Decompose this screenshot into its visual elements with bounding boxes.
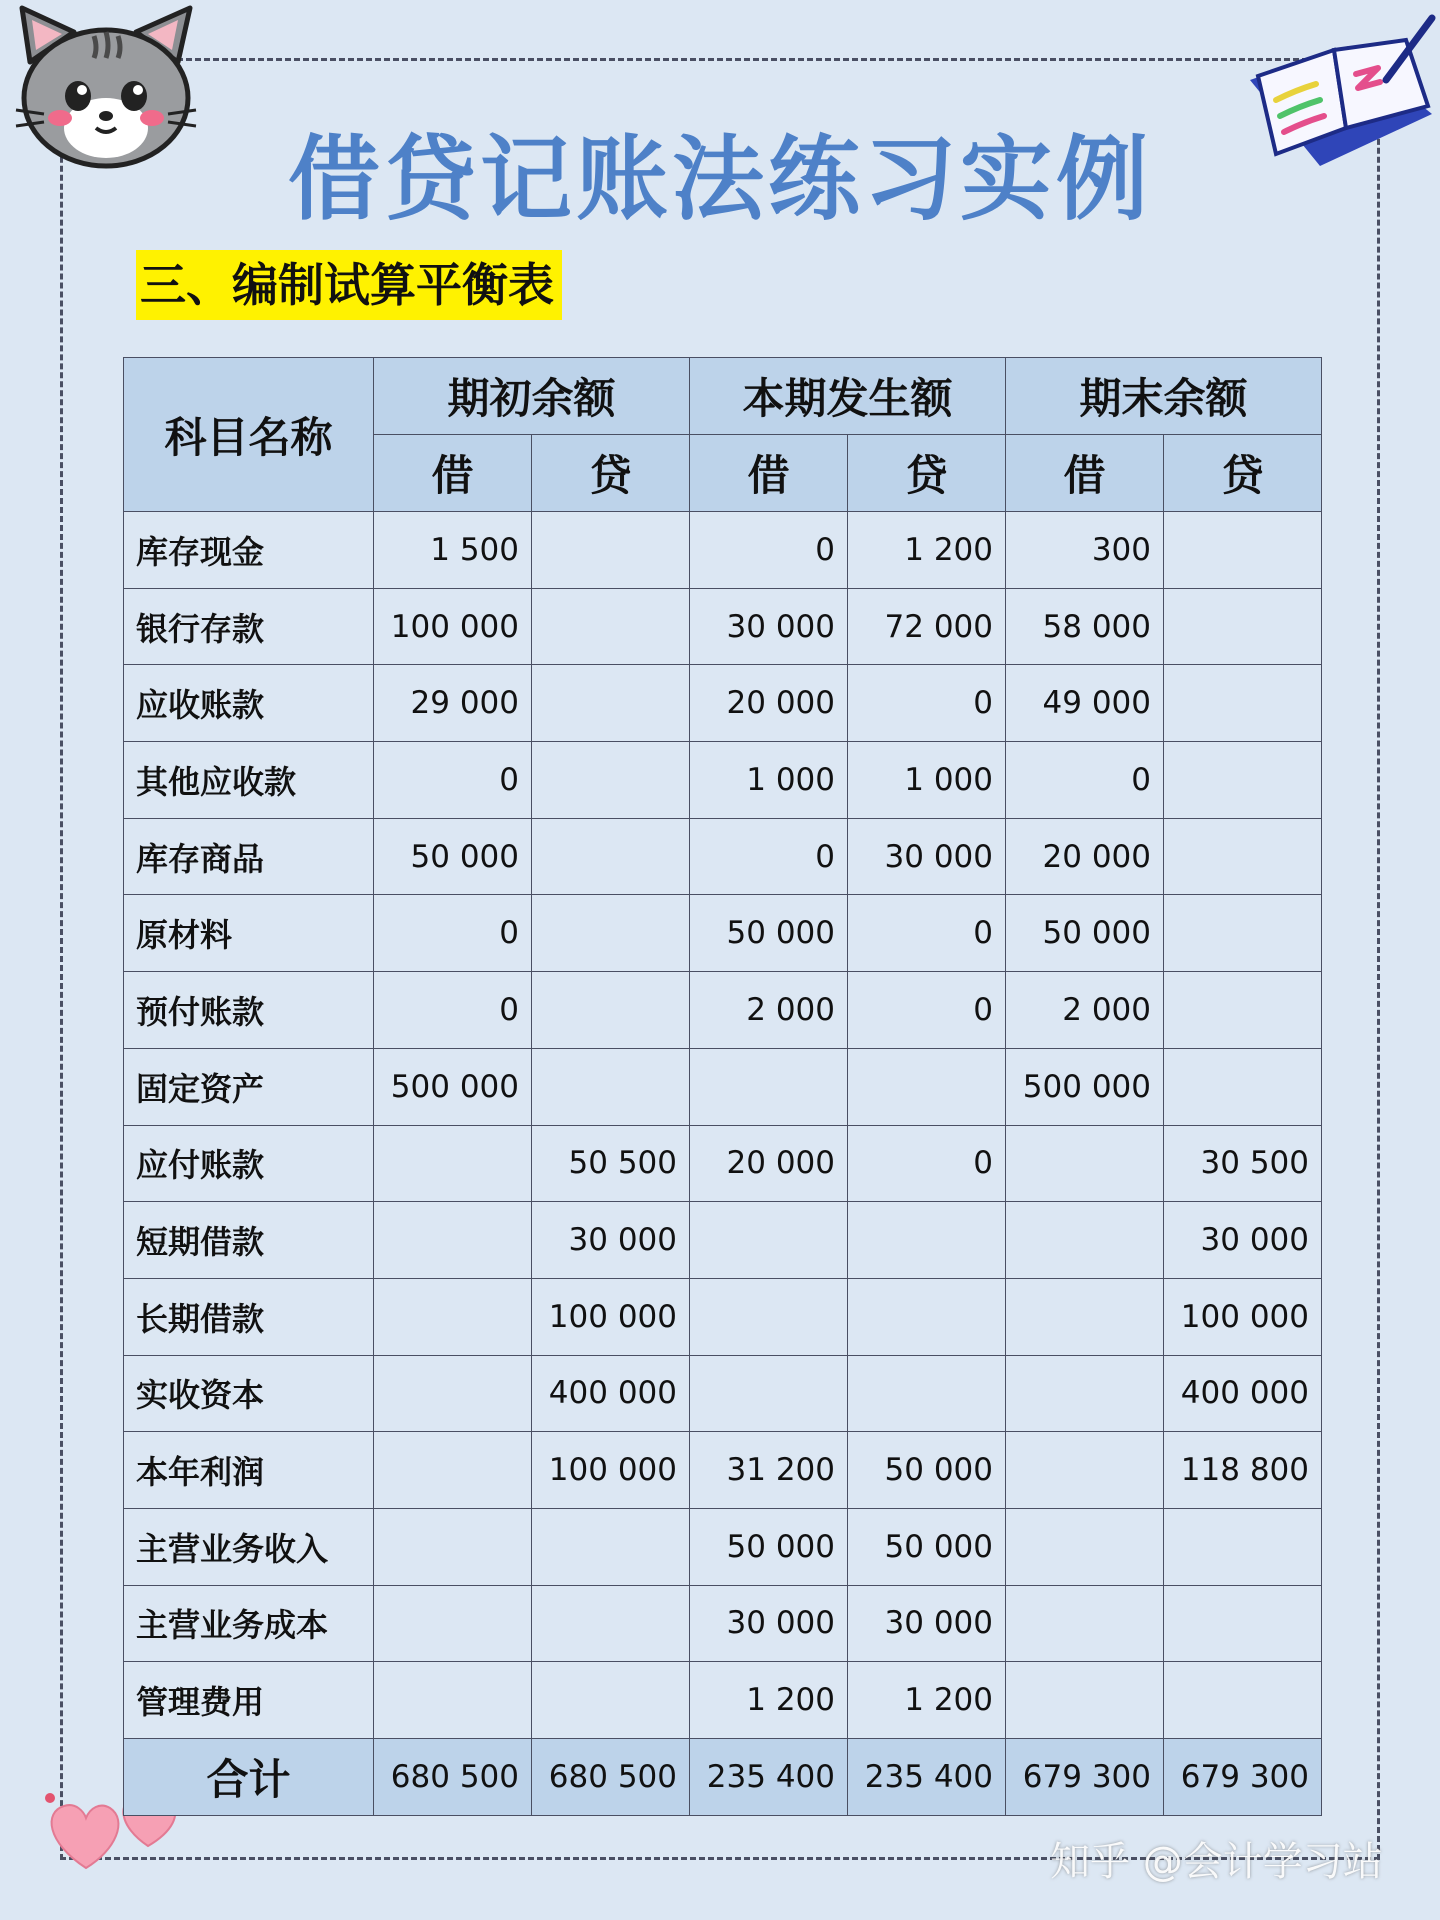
account-name-cell: 短期借款 <box>124 1202 374 1279</box>
total-cell: 680 500 <box>532 1739 690 1816</box>
amount-cell <box>532 1585 690 1662</box>
total-cell: 235 400 <box>848 1739 1006 1816</box>
amount-cell: 0 <box>848 972 1006 1049</box>
table-row <box>124 1202 1322 1279</box>
opening-balance-header: 期初余额 <box>374 358 690 435</box>
amount-cell <box>1006 1125 1164 1202</box>
account-name-header: 科目名称 <box>124 358 374 512</box>
account-name-cell: 库存商品 <box>124 818 374 895</box>
amount-cell: 50 000 <box>848 1508 1006 1585</box>
account-name-cell: 固定资产 <box>124 1048 374 1125</box>
amount-cell <box>1164 742 1322 819</box>
amount-cell <box>1164 588 1322 665</box>
amount-cell: 20 000 <box>1006 818 1164 895</box>
table-row <box>124 1662 1322 1739</box>
closing-balance-header: 期末余额 <box>1006 358 1322 435</box>
amount-cell: 30 000 <box>690 1585 848 1662</box>
table-row <box>124 1355 1322 1432</box>
amount-cell: 30 000 <box>690 588 848 665</box>
account-name-cell: 库存现金 <box>124 512 374 589</box>
amount-cell: 0 <box>690 818 848 895</box>
amount-cell: 300 <box>1006 512 1164 589</box>
amount-cell: 500 000 <box>1006 1048 1164 1125</box>
credit-header: 贷 <box>532 435 690 512</box>
amount-cell <box>1164 1585 1322 1662</box>
amount-cell <box>532 972 690 1049</box>
amount-cell: 2 000 <box>1006 972 1164 1049</box>
amount-cell: 400 000 <box>1164 1355 1322 1432</box>
account-name-cell: 本年利润 <box>124 1432 374 1509</box>
account-name-cell: 主营业务成本 <box>124 1585 374 1662</box>
table-row <box>124 1585 1322 1662</box>
account-name-cell: 应付账款 <box>124 1125 374 1202</box>
amount-cell <box>690 1048 848 1125</box>
amount-cell: 50 500 <box>532 1125 690 1202</box>
amount-cell <box>532 512 690 589</box>
amount-cell <box>1006 1278 1164 1355</box>
amount-cell <box>374 1432 532 1509</box>
debit-header: 借 <box>1006 435 1164 512</box>
amount-cell: 0 <box>690 512 848 589</box>
amount-cell: 49 000 <box>1006 665 1164 742</box>
amount-cell: 50 000 <box>690 895 848 972</box>
amount-cell <box>1006 1508 1164 1585</box>
amount-cell: 2 000 <box>690 972 848 1049</box>
amount-cell: 500 000 <box>374 1048 532 1125</box>
amount-cell: 30 000 <box>848 1585 1006 1662</box>
account-name-cell: 其他应收款 <box>124 742 374 819</box>
amount-cell <box>690 1202 848 1279</box>
amount-cell: 20 000 <box>690 1125 848 1202</box>
amount-cell: 0 <box>1006 742 1164 819</box>
total-cell: 679 300 <box>1006 1739 1164 1816</box>
table-row <box>124 1508 1322 1585</box>
amount-cell <box>848 1048 1006 1125</box>
amount-cell <box>690 1355 848 1432</box>
account-name-cell: 原材料 <box>124 895 374 972</box>
debit-header: 借 <box>690 435 848 512</box>
amount-cell: 30 000 <box>532 1202 690 1279</box>
amount-cell <box>1164 972 1322 1049</box>
amount-cell <box>532 742 690 819</box>
section-heading: 三、编制试算平衡表 <box>136 250 562 320</box>
amount-cell <box>374 1508 532 1585</box>
amount-cell <box>848 1278 1006 1355</box>
amount-cell: 0 <box>848 1125 1006 1202</box>
account-name-cell: 管理费用 <box>124 1662 374 1739</box>
amount-cell: 1 200 <box>848 512 1006 589</box>
amount-cell <box>374 1278 532 1355</box>
amount-cell: 1 200 <box>690 1662 848 1739</box>
table-row <box>124 665 1322 742</box>
amount-cell: 1 500 <box>374 512 532 589</box>
total-row <box>124 1739 1322 1816</box>
amount-cell <box>374 1125 532 1202</box>
amount-cell: 100 000 <box>1164 1278 1322 1355</box>
amount-cell: 50 000 <box>374 818 532 895</box>
account-name-cell: 主营业务收入 <box>124 1508 374 1585</box>
amount-cell <box>532 895 690 972</box>
amount-cell <box>1164 665 1322 742</box>
page-title: 借贷记账法练习实例 <box>287 126 1152 233</box>
account-name-cell: 应收账款 <box>124 665 374 742</box>
amount-cell: 0 <box>848 895 1006 972</box>
amount-cell: 118 800 <box>1164 1432 1322 1509</box>
amount-cell <box>1164 1048 1322 1125</box>
amount-cell: 30 000 <box>848 818 1006 895</box>
table-row <box>124 1432 1322 1509</box>
amount-cell: 30 500 <box>1164 1125 1322 1202</box>
amount-cell: 100 000 <box>532 1278 690 1355</box>
credit-header: 贷 <box>848 435 1006 512</box>
amount-cell <box>1164 895 1322 972</box>
amount-cell: 400 000 <box>532 1355 690 1432</box>
amount-cell <box>532 1508 690 1585</box>
amount-cell <box>848 1202 1006 1279</box>
amount-cell <box>532 665 690 742</box>
table-row <box>124 895 1322 972</box>
amount-cell <box>374 1355 532 1432</box>
amount-cell: 0 <box>374 742 532 819</box>
table-row <box>124 1048 1322 1125</box>
amount-cell: 58 000 <box>1006 588 1164 665</box>
amount-cell: 50 000 <box>1006 895 1164 972</box>
amount-cell <box>374 1202 532 1279</box>
account-name-cell: 预付账款 <box>124 972 374 1049</box>
amount-cell: 31 200 <box>690 1432 848 1509</box>
amount-cell <box>1164 1508 1322 1585</box>
amount-cell: 1 000 <box>690 742 848 819</box>
total-cell: 679 300 <box>1164 1739 1322 1816</box>
amount-cell <box>848 1355 1006 1432</box>
amount-cell: 50 000 <box>690 1508 848 1585</box>
table-row <box>124 512 1322 589</box>
amount-cell <box>532 1048 690 1125</box>
amount-cell <box>1164 512 1322 589</box>
table-row <box>124 588 1322 665</box>
amount-cell: 0 <box>374 972 532 1049</box>
amount-cell <box>1006 1585 1164 1662</box>
account-name-cell: 长期借款 <box>124 1278 374 1355</box>
credit-header: 贷 <box>1164 435 1322 512</box>
amount-cell <box>374 1662 532 1739</box>
amount-cell <box>1006 1432 1164 1509</box>
amount-cell: 20 000 <box>690 665 848 742</box>
amount-cell: 1 200 <box>848 1662 1006 1739</box>
amount-cell: 30 000 <box>1164 1202 1322 1279</box>
amount-cell: 0 <box>848 665 1006 742</box>
trial-balance-table <box>123 357 1322 1816</box>
amount-cell <box>1006 1355 1164 1432</box>
table-body <box>124 512 1322 1739</box>
amount-cell <box>532 588 690 665</box>
amount-cell <box>532 818 690 895</box>
table-row <box>124 972 1322 1049</box>
table-row <box>124 1278 1322 1355</box>
account-name-cell: 银行存款 <box>124 588 374 665</box>
watermark-text: 知乎 @会计学习站 <box>1050 1839 1383 1885</box>
period-activity-header: 本期发生额 <box>690 358 1006 435</box>
amount-cell: 100 000 <box>532 1432 690 1509</box>
amount-cell: 50 000 <box>848 1432 1006 1509</box>
amount-cell <box>1164 818 1322 895</box>
account-name-cell: 实收资本 <box>124 1355 374 1432</box>
amount-cell: 29 000 <box>374 665 532 742</box>
amount-cell <box>532 1662 690 1739</box>
total-cell: 235 400 <box>690 1739 848 1816</box>
amount-cell: 72 000 <box>848 588 1006 665</box>
debit-header: 借 <box>374 435 532 512</box>
amount-cell: 0 <box>374 895 532 972</box>
table-row <box>124 818 1322 895</box>
amount-cell: 100 000 <box>374 588 532 665</box>
amount-cell <box>1006 1662 1164 1739</box>
amount-cell <box>1164 1662 1322 1739</box>
table-row <box>124 1125 1322 1202</box>
amount-cell: 1 000 <box>848 742 1006 819</box>
total-cell: 680 500 <box>374 1739 532 1816</box>
table-row <box>124 742 1322 819</box>
amount-cell <box>690 1278 848 1355</box>
total-label: 合计 <box>124 1739 374 1816</box>
amount-cell <box>1006 1202 1164 1279</box>
amount-cell <box>374 1585 532 1662</box>
